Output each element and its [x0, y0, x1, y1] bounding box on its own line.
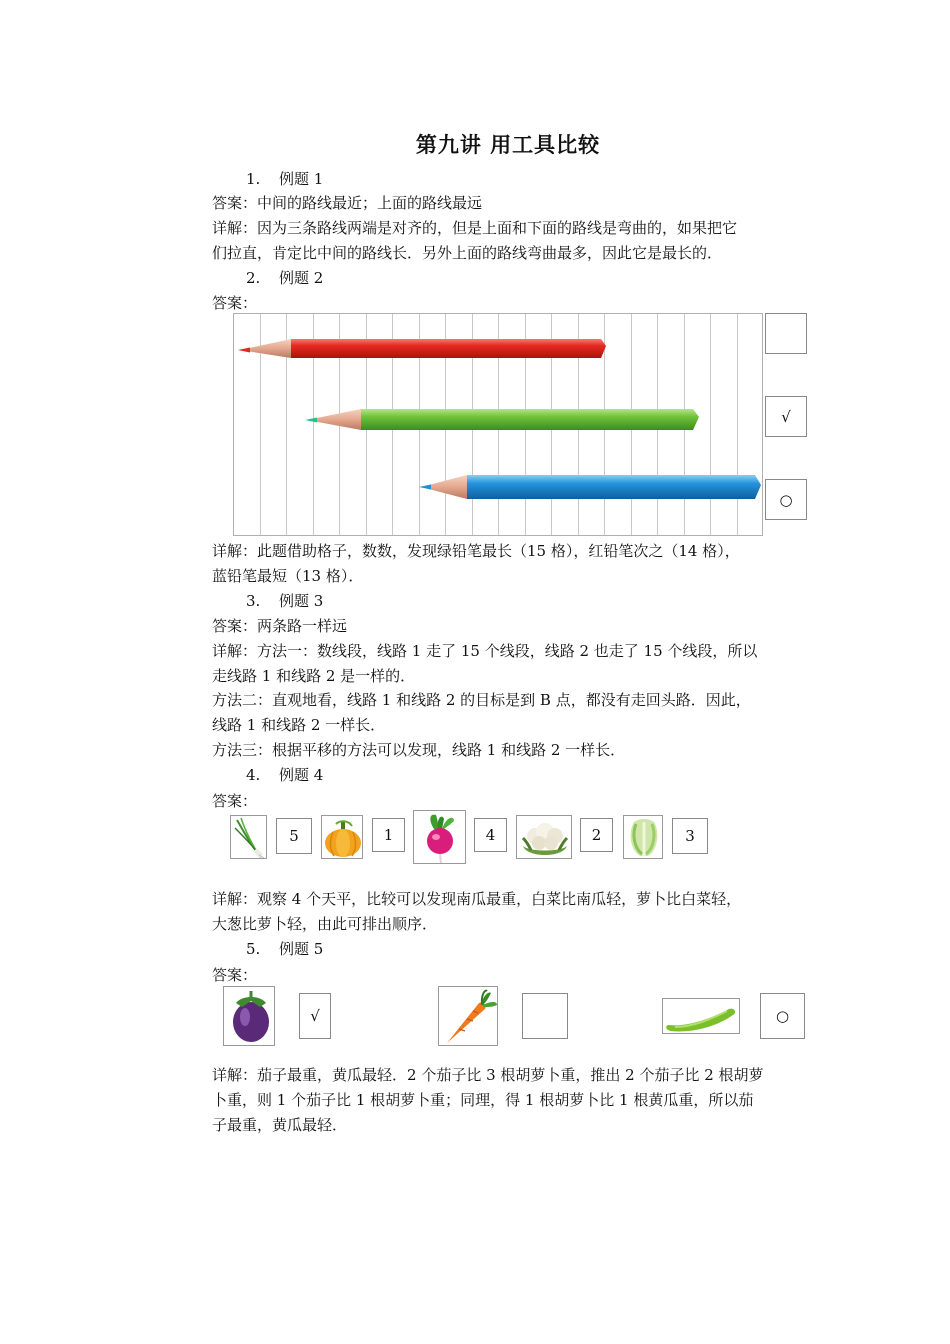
ex4-detail-1: 详解：观察 4 个天平，比较可以发现南瓜最重，白菜比南瓜轻，萝卜比白菜轻， — [212, 890, 742, 908]
ex2-answer: 答案： — [212, 294, 258, 312]
pumpkin-rank-box: 1 — [372, 818, 405, 852]
radish-image — [413, 810, 466, 864]
ex1-detail-2: 们拉直，肯定比中间的路线长．另外上面的路线弯曲最多，因此它是最长的． — [212, 244, 723, 262]
scallion-rank-box: 5 — [276, 818, 312, 854]
green-pencil — [305, 409, 699, 430]
ex5-number: 5. — [246, 940, 261, 958]
pumpkin-image — [321, 815, 363, 859]
ex3-method2-1: 方法二：直观地看，线路 1 和线路 2 的目标是到 B 点，都没有走回头路．因此， — [212, 691, 751, 709]
ex5-detail-2: 卜重，则 1 个茄子比 1 根胡萝卜重；同理，得 1 根胡萝卜比 1 根黄瓜重，所以茄 — [212, 1091, 754, 1109]
red-pencil — [238, 339, 606, 358]
eggplant-mark-box: √ — [299, 993, 331, 1039]
ex3-answer: 答案：两条路一样远 — [212, 617, 348, 635]
scallion-image — [230, 815, 267, 859]
ex5-label: 例题 5 — [279, 940, 324, 958]
ex3-method3: 方法三：根据平移的方法可以发现，线路 1 和线路 2 一样长． — [212, 741, 626, 759]
ex4-answer: 答案： — [212, 792, 258, 810]
radish-rank-box: 4 — [474, 818, 507, 852]
ex5-detail-3: 子最重，黄瓜最轻． — [212, 1116, 348, 1134]
cucumber-mark-box: ○ — [760, 993, 805, 1039]
cauliflower-rank-box: 2 — [580, 818, 613, 852]
ex5-detail-1: 详解：茄子最重，黄瓜最轻．2 个茄子比 3 根胡萝卜重，推出 2 个茄子比 2 根胡萝 — [212, 1066, 764, 1084]
eggplant-image — [223, 986, 275, 1046]
ex1-detail-1: 详解：因为三条路线两端是对齐的，但是上面和下面的路线是弯曲的，如果把它 — [212, 219, 738, 237]
carrot-mark-box — [522, 993, 568, 1039]
ex3-detail-1: 详解：方法一：数线段，线路 1 走了 15 个线段，线路 2 也走了 15 个线段，所以 — [212, 642, 758, 660]
ex5-answer: 答案： — [212, 966, 258, 984]
green-pencil-mark-box: √ — [765, 396, 807, 437]
ex1-label: 例题 1 — [279, 170, 324, 188]
page-title: 第九讲 用工具比较 — [415, 132, 601, 157]
blue-pencil-mark-box: ○ — [765, 479, 807, 520]
ex4-number: 4. — [246, 766, 261, 784]
ex2-number: 2. — [246, 269, 261, 287]
ex2-detail-1: 详解：此题借助格子，数数，发现绿铅笔最长（15 格），红铅笔次之（14 格）， — [212, 542, 740, 560]
carrot-image — [438, 986, 498, 1046]
cucumber-image — [662, 998, 740, 1034]
cauliflower-image — [516, 815, 572, 859]
blue-pencil — [419, 475, 761, 499]
ex3-method2-2: 线路 1 和线路 2 一样长． — [212, 716, 386, 734]
ex3-number: 3. — [246, 592, 261, 610]
ex1-number: 1. — [246, 170, 261, 188]
ex1-answer: 答案：中间的路线最近；上面的路线最远 — [212, 194, 483, 212]
ex4-label: 例题 4 — [279, 766, 324, 784]
pencil-grid-figure — [233, 313, 763, 537]
cabbage-rank-box: 3 — [672, 818, 708, 854]
red-pencil-mark-box — [765, 313, 807, 354]
ex4-detail-2: 大葱比萝卜轻，由此可排出顺序． — [212, 915, 438, 933]
ex3-label: 例题 3 — [279, 592, 324, 610]
ex2-detail-2: 蓝铅笔最短（13 格）． — [212, 567, 364, 585]
cabbage-image — [623, 815, 663, 859]
ex2-label: 例题 2 — [279, 269, 324, 287]
ex3-detail-2: 走线路 1 和线路 2 是一样的． — [212, 667, 416, 685]
